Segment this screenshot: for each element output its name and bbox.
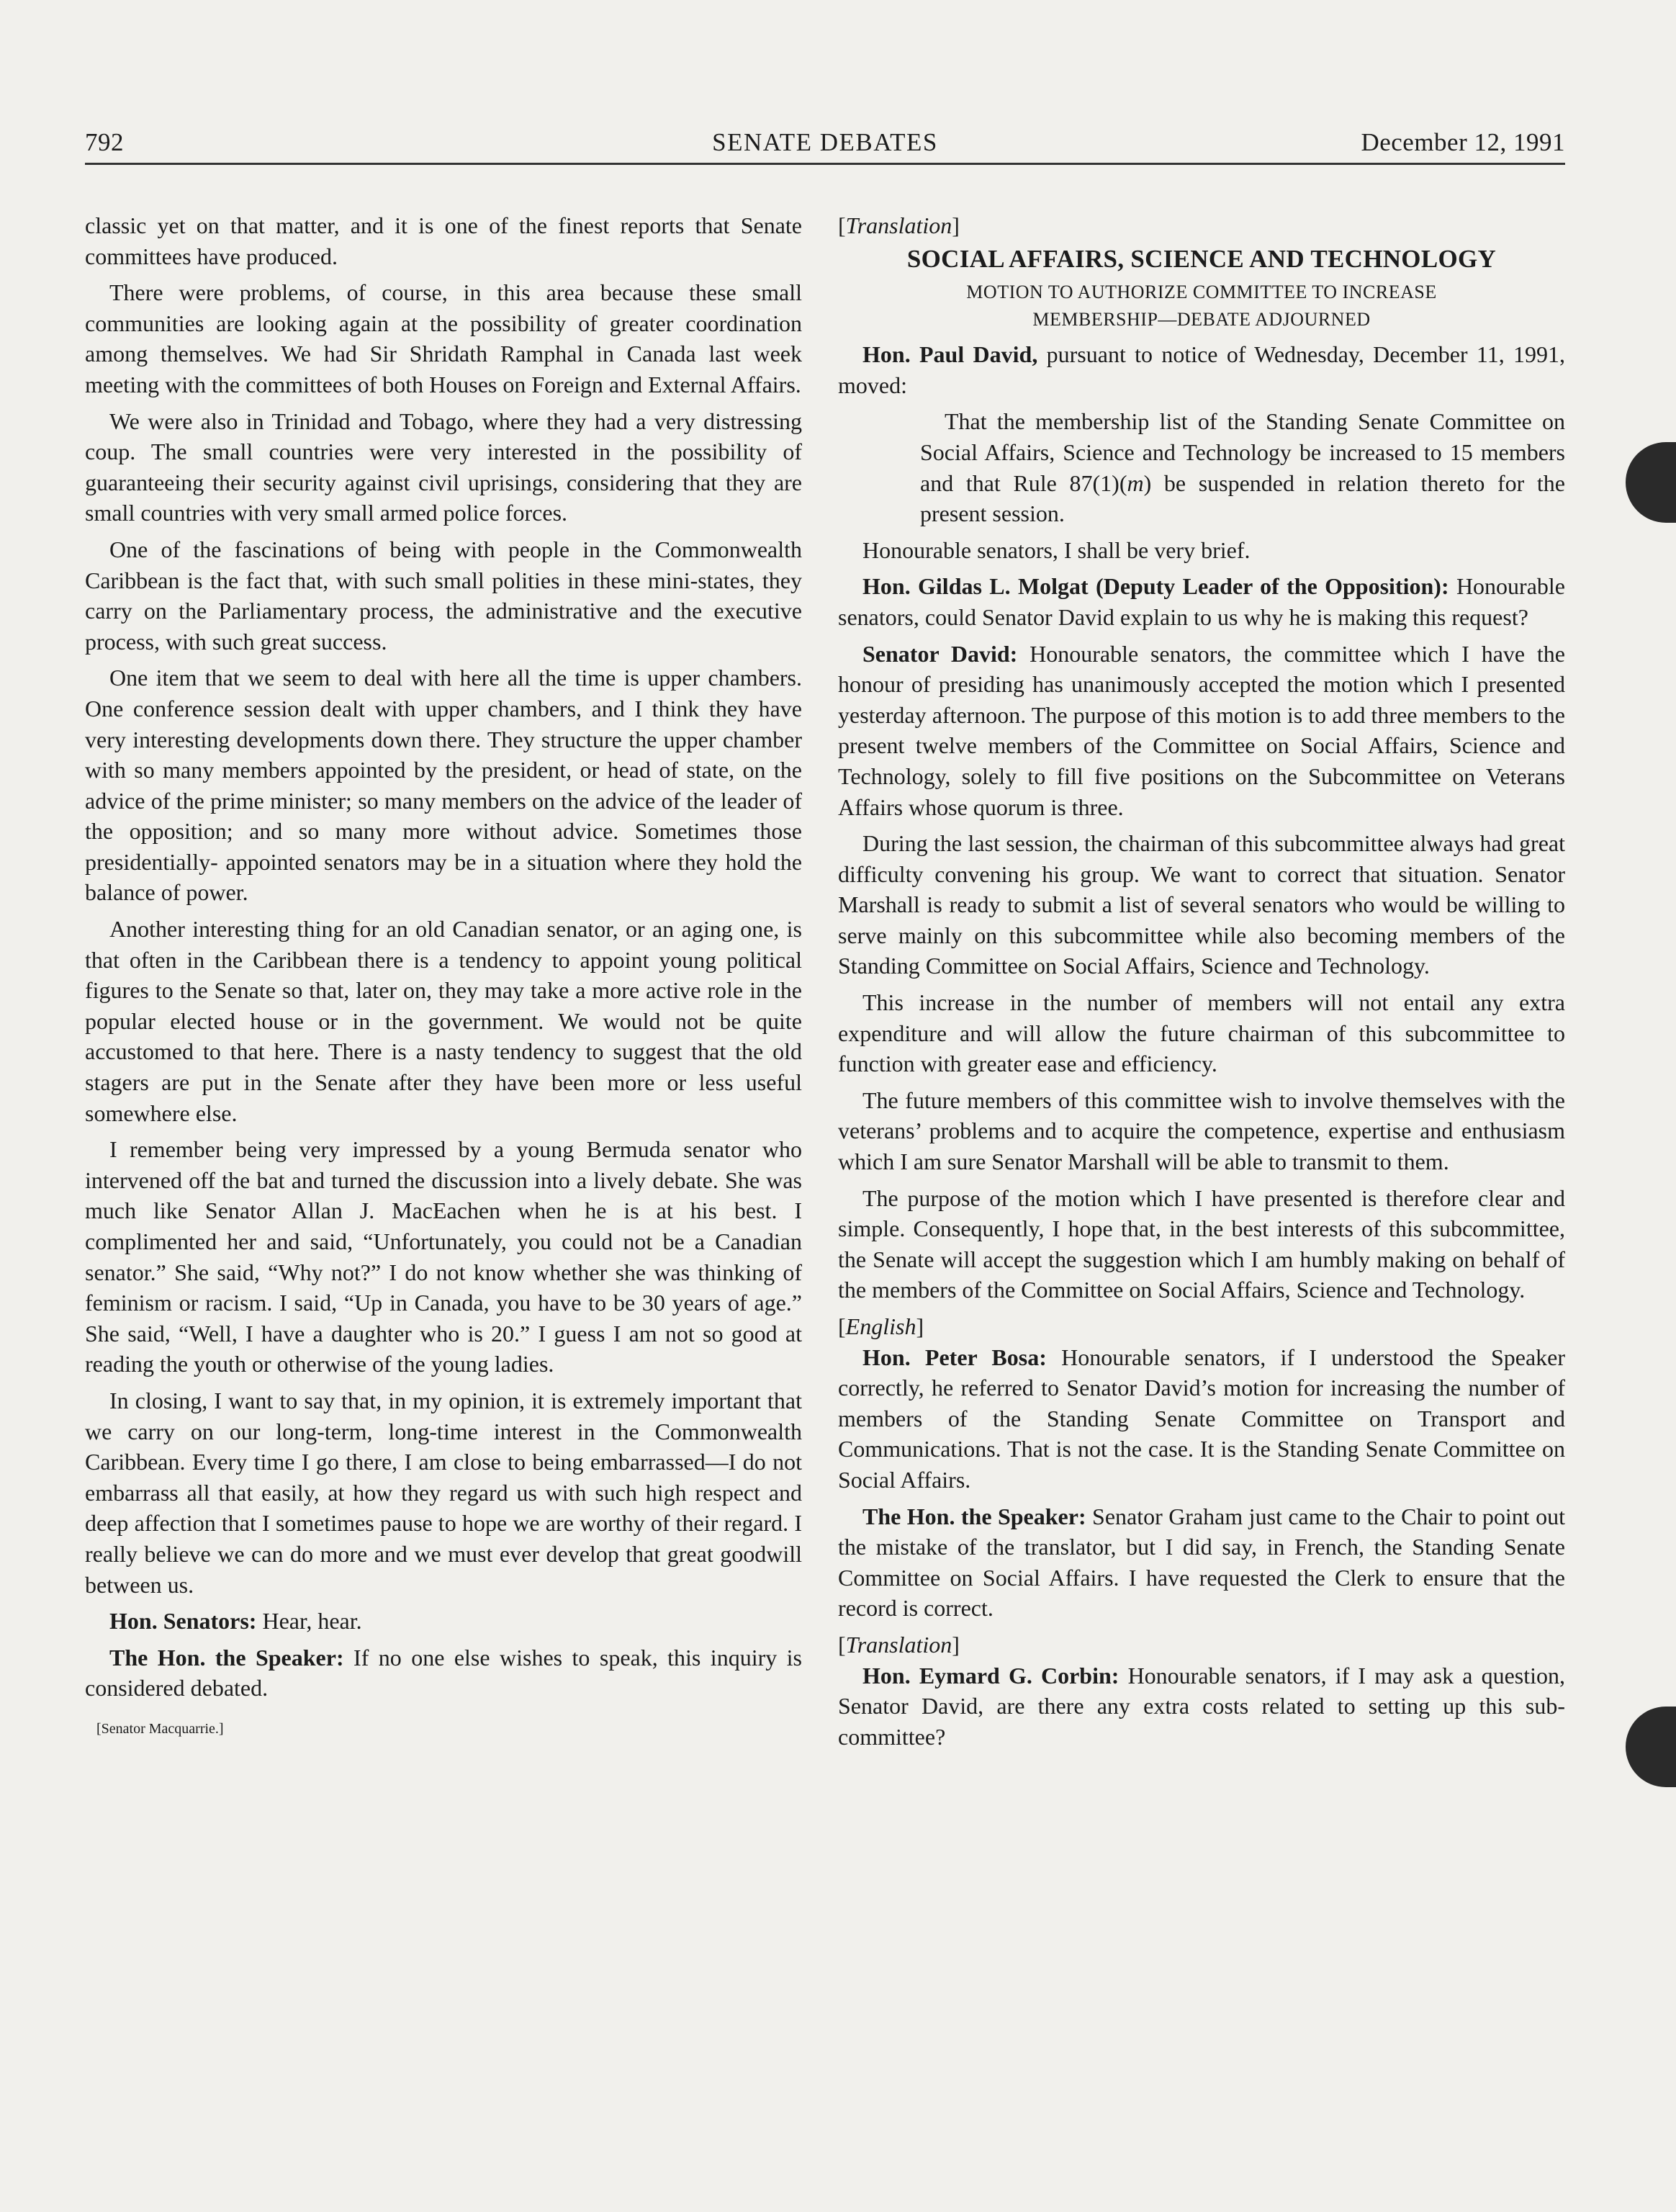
speech-paragraph	[838, 339, 1565, 400]
speech-text: Hear, hear.	[256, 1608, 362, 1635]
paragraph: One item that we seem to deal with here all the time is upper chambers. One conference session dealt with upper chambers, and I think they have very interesting developments down there. They structure the upper chamber with so many members appointed by the president, or head of state, on the advice of the prime minister; so many members on the advice of the leader of the opposition; and so many more without advice. Sometimes those presidentially- appointed senators may be in a situation where they hold the balance of power.	[85, 665, 802, 906]
paragraph: Another interesting thing for an old Canadian senator, or an aging one, is that often in the Caribbean there is a tendency to appoint young political figures to the Senate so that, later on, they may take a more active role in the popular elected house or in the government. We would not be quite accustomed to that here. There is a nasty tendency to suggest that the old stagers are put in the Senate after they have been more or less useful somewhere else.	[85, 916, 802, 1126]
page-number: 792	[85, 128, 124, 156]
publication-date: December 12, 1991	[1361, 128, 1565, 156]
paragraph: The future members of this committee wish to involve themselves with the veterans’ problems and to acquire the competence, expertise and enthusiasm which I am sure Senator Marshall will be able to transmit to them.	[838, 1087, 1565, 1175]
speech-text: Senator Graham just came to the Chair to point out the mistake of the translator, but I did say, in French, the Standing Senate Committee on Social Affairs. I have requested the Clerk to ensure that the record is correct.	[838, 1503, 1566, 1622]
paragraph: classic yet on that matter, and it is one of the finest reports that Senate committees have produced.	[85, 212, 802, 269]
page-header	[85, 124, 1565, 165]
paragraph: There were problems, of course, in this area because these small communities are looking again at the possibility of greater coordination among themselves. We had Sir Shridath Ramphal in Canada last week meeting with the committees of both Houses on Foreign and External Affairs.	[85, 279, 802, 397]
speech-paragraph	[838, 1342, 1565, 1496]
paragraph: We were also in Trinidad and Tobago, where they had a very distressing coup. The small countries were very interested in the possibility of guaranteeing their security against civil uprisings, considering that they are small countries with very small armed police forces.	[85, 408, 802, 526]
speaker-name: Hon. Peter Bosa:	[862, 1344, 1047, 1370]
right-column	[838, 210, 1565, 1758]
speaker-name: Hon. Senators:	[109, 1608, 257, 1635]
paragraph: During the last session, the chairman of this subcommittee always had great difficulty convening his group. We want to correct that situation. Senator Marshall is ready to submit a list of several senators who would be willing to serve mainly on this subcommittee while also becoming members of the Standing Committee on Social Affairs, Science and Technology.	[838, 830, 1565, 979]
language-tag: [English]	[838, 1313, 924, 1339]
footnote: [Senator Macquarrie.]	[96, 1720, 224, 1737]
speaker-name: The Hon. the Speaker:	[109, 1644, 344, 1671]
speech-text: Honourable senators, the committee which I have the honour of presiding has unanimously accepted the motion which I presented yesterday afternoon. The purpose of this motion is to add three members to the present twelve members of the Committee on Social Affairs, Science and Technology, solely to fill five positions on the Subcommittee on Veterans Affairs whose quorum is three.	[838, 640, 1565, 820]
paragraph: I remember being very impressed by a young Bermuda senator who intervened off the bat and turned the discussion into a lively debate. She was much like Senator Allan J. MacEachen when he is at his best. I complimented her and said, “Unfortunately, you could not be a Canadian senator.” She said, “Why not?” I do not know whether she was thinking of feminism or racism. I said, “Up in Canada, you have to be 30 years of age.” She said, “Well, I have a daughter who is 20.” I guess I am not so good at reading the youth or otherwise of the young ladies.	[85, 1136, 802, 1377]
speech-text: Honourable senators, if I may ask a question, Senator David, are there any extra costs related to setting up this sub-committee?	[838, 1662, 1566, 1750]
speech-text: pursuant to notice of Wednesday, December 11, 1991, moved:	[838, 341, 1566, 398]
speech-paragraph	[85, 1642, 802, 1704]
speaker-name: Hon. Eymard G. Corbin:	[862, 1662, 1119, 1689]
left-column	[85, 210, 802, 1745]
speech-text: Honourable senators, could Senator David explain to us why he is making this request?	[838, 573, 1566, 630]
speech-text: If no one else wishes to speak, this inquiry is considered debated.	[85, 1644, 803, 1701]
speech-paragraph	[85, 1606, 802, 1637]
publication-title: SENATE DEBATES	[712, 128, 938, 156]
paragraph: Honourable senators, I shall be very brief.	[862, 536, 1251, 563]
speaker-name: The Hon. the Speaker:	[862, 1503, 1086, 1529]
binder-hole	[1626, 442, 1676, 523]
binder-hole	[1626, 1707, 1676, 1787]
paragraph: One of the fascinations of being with people in the Commonwealth Caribbean is the fact that, with such small polities in these mini-states, they carry on the Parliamentary process, the administrative and the executive process, with such great success.	[85, 536, 802, 655]
speech-paragraph	[838, 1660, 1565, 1753]
speaker-name: Hon. Paul David,	[862, 341, 1038, 368]
speech-paragraph	[838, 1501, 1565, 1624]
speech-paragraph	[838, 571, 1565, 632]
speech-text: Honourable senators, if I understood the Speaker correctly, he referred to Senator David’s motion for increasing the number of members of the Standing Senate Committee on Transport and Communications. That is not the case. It is the Standing Senate Committee on Social Affairs.	[838, 1344, 1566, 1493]
language-tag: [Translation]	[838, 1631, 960, 1658]
language-tag: [Translation]	[838, 212, 960, 238]
section-title: SOCIAL AFFAIRS, SCIENCE AND TECHNOLOGY	[906, 244, 1497, 273]
motion-quote: That the membership list of the Standing Senate Committee on Social Affairs, Science and Technology be increased to 15 members and that Rule 87(1)(m) be suspended in relation thereto for the present session.	[920, 408, 1565, 527]
paragraph: In closing, I want to say that, in my opinion, it is extremely important that we carry on our long-term, long-time interest in the Commonwealth Caribbean. Every time I go there, I am close to being embarrassed—I do not embarrass all that easily, at how they regard us with such high respect and deep affection that I sometimes pause to hope we are worthy of their regard. I really believe we can do more and we must ever develop that great goodwill between us.	[85, 1387, 802, 1598]
section-subtitle: MOTION TO AUTHORIZE COMMITTEE TO INCREASE MEMBERSHIP—DEBATE ADJOURNED	[966, 282, 1437, 331]
paragraph: This increase in the number of members will not entail any extra expenditure and will allow the future chairman of this subcommittee to function with greater ease and efficiency.	[838, 989, 1565, 1077]
speaker-name: Senator David:	[862, 640, 1018, 667]
speech-paragraph	[838, 639, 1565, 823]
paragraph: The purpose of the motion which I have presented is therefore clear and simple. Consequently, I hope that, in the best interests of this subcommittee, the Senate will accept the suggestion which I am humbly making on behalf of the members of the Committee on Social Affairs, Science and Technology.	[838, 1184, 1565, 1303]
speaker-name: Hon. Gildas L. Molgat (Deputy Leader of the Opposition):	[862, 573, 1449, 600]
